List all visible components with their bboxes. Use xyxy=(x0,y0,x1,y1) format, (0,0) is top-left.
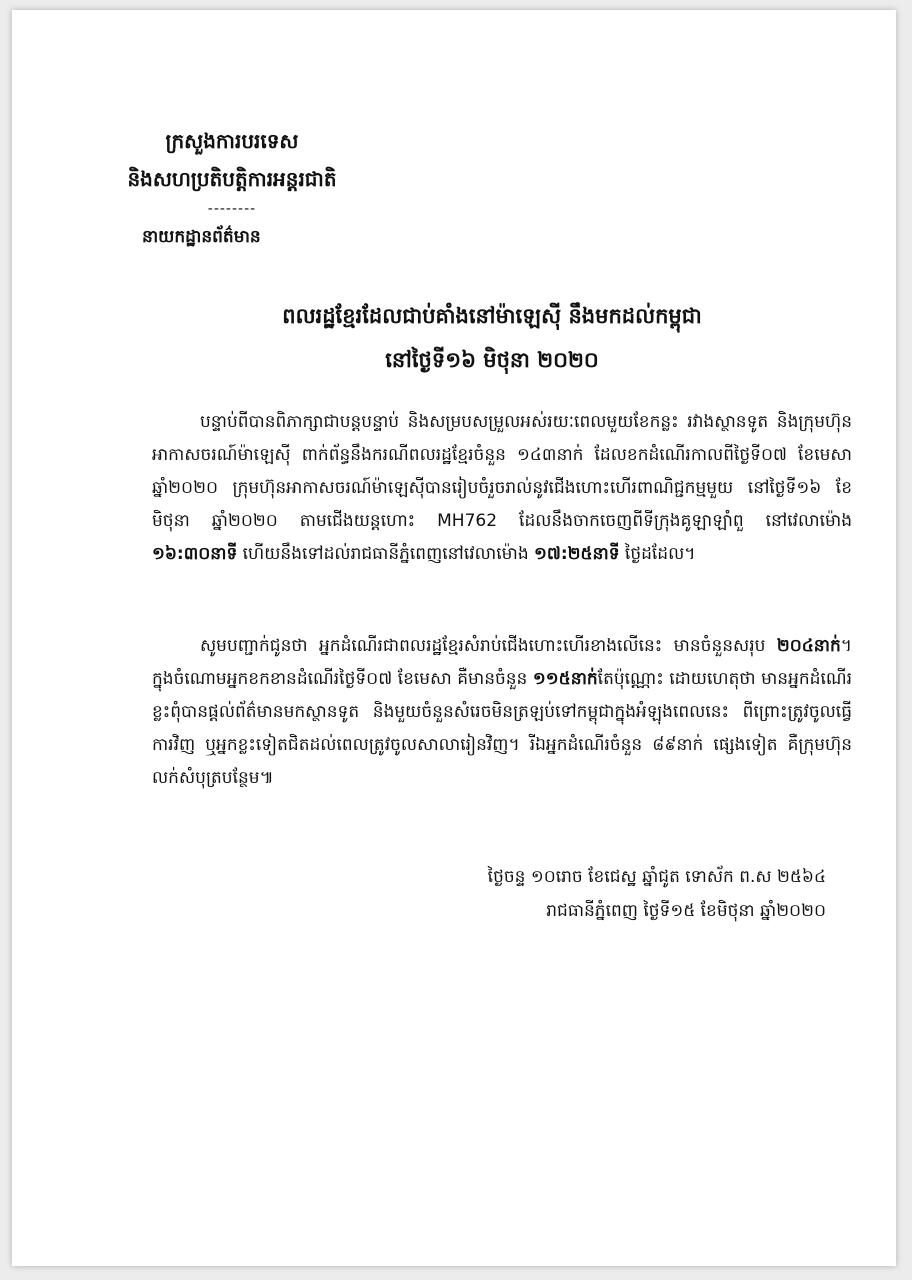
document-title xyxy=(132,294,852,382)
paragraph2-text-c: តែប៉ុណ្ណោះ ដោយហេតុថា មានអ្នកដំណើរខ្លះពុំបានផ្តល់ព័ត៌មានមកស្ថានទូត និងមួយចំនួនសំរេចមិនត្រឡប់ទៅកម្ពុជាក្នុងអំឡុងពេលនេះ ពីព្រោះត្រូវចូលធ្វើការវិញ ឬអ្នកខ្លះទៀតជិតដល់ពេលត្រូវចូលសាលារៀនវិញ។ រីឯអ្នកដំណើរចំនួន ៨៩នាក់ ផ្សេងទៀត គឺក្រុមហ៊ុនលក់សំបុត្របន្ថែម៕ xyxy=(152,669,852,788)
paragraph1-text-c: ហើយនឹងទៅដល់រាជធានីភ្នំពេញនៅវេលាម៉ោង xyxy=(237,544,535,564)
paragraph1-text-d: ថ្ងៃដដែល។ xyxy=(619,544,696,564)
departure-time: ១៦:៣០នាទី xyxy=(152,544,238,564)
body-paragraph-2 xyxy=(152,630,852,795)
paragraph2-text-b: ។ ក្នុងចំណោមអ្នកខកខានដំណើរថ្ងៃទី០៧ ខែមេសា គឺមានចំនួន xyxy=(152,636,852,689)
total-passengers: ២០៤នាក់ xyxy=(776,636,841,656)
document-page xyxy=(12,10,896,1266)
paragraph2-text-a: សូមបញ្ជាក់ជូនថា អ្នកដំណើរជាពលរដ្ឋខ្មែរសំរាប់ជើងហោះហើរខាងលើនេះ មានចំនួនសរុប xyxy=(200,636,777,656)
date-block xyxy=(488,860,826,928)
flight-number: MH762 xyxy=(437,511,498,531)
ministry-name-line1: ក្រសួងការបរទេស xyxy=(165,129,299,153)
title-line2: នៅថ្ងៃទី១៦ មិថុនា ២០២០ xyxy=(385,348,599,372)
ministry-header xyxy=(82,122,382,220)
paragraph1-text-a: បន្ទាប់ពីបានពិភាក្សាជាបន្តបន្ទាប់ និងសម្របសម្រួលអស់រយៈពេលមួយខែកន្លះ រវាងស្ថានទូត និងក្រុមហ៊ុនអាកាសចរណ៍ម៉ាឡេស៊ី ពាក់ព័ន្ធនឹងករណីពលរដ្ឋខ្មែរចំនួន ១៤៣នាក់ ដែលខកដំណើរកាលពីថ្ងៃទី០៧ ខែមេសា ឆ្នាំ២០២០ ក្រុមហ៊ុនអាកាសចរណ៍ម៉ាឡេស៊ីបានរៀបចំរួចរាល់នូវជើងហោះហើរពាណិជ្ជកម្មមួយ នៅថ្ងៃទី១៦ ខែមិថុនា ឆ្នាំ២០២០ តាមជើងយន្តហោះ xyxy=(152,412,852,531)
title-line1: ពលរដ្ឋខ្មែរដែលជាប់គាំងនៅម៉ាឡេស៊ី នឹងមកដល់កម្ពុជា xyxy=(282,304,702,328)
lunar-date: ថ្ងៃចន្ទ ១០រោច ខែជេស្ឋ ឆ្នាំជូត ទោស័ក ព.ស ២៥៦៤ xyxy=(487,867,826,887)
paragraph1-text-b: ដែលនឹងចាកចេញពីទីក្រុងគូឡាឡាំពួ នៅវេលាម៉ោង xyxy=(497,511,852,531)
gregorian-date: រាជធានីភ្នំពេញ ថ្ងៃទី១៥ ខែមិថុនា ឆ្នាំ២០២០ xyxy=(546,901,826,921)
arrival-time: ១៧:២៥នាទី xyxy=(534,544,620,564)
ministry-name-line2: និងសហប្រតិបត្តិការអន្តរជាតិ xyxy=(127,167,337,191)
body-paragraph-1 xyxy=(152,406,852,571)
department-name: នាយកដ្ឋានព័ត៌មាន xyxy=(142,227,261,247)
header-separator: -------- xyxy=(207,201,257,217)
missed-passengers: ១១៥នាក់ xyxy=(532,669,598,689)
